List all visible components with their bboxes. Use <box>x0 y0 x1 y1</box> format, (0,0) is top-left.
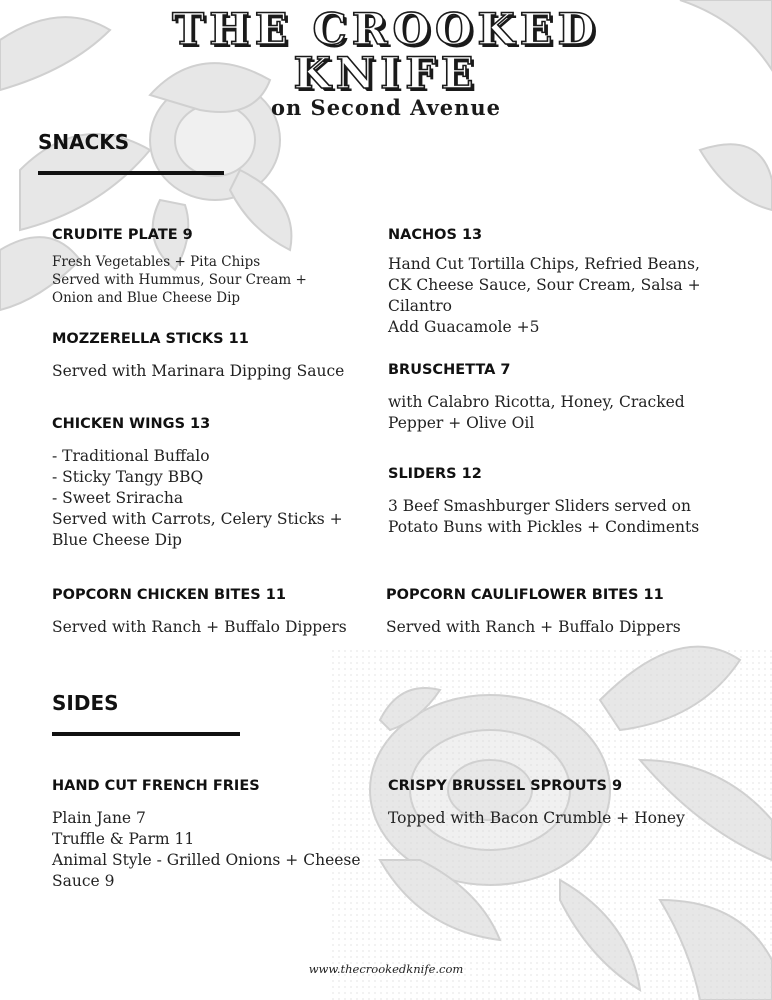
brussel-sprouts-description: Topped with Bacon Crumble + Honey <box>388 809 685 827</box>
restaurant-name-line2: KNIFE <box>293 49 479 99</box>
bruschetta-description: with Calabro Ricotta, Honey, Cracked Pepper + Olive Oil <box>388 393 685 432</box>
popcorn-cauliflower-bites-description: Served with Ranch + Buffalo Dippers <box>386 618 681 636</box>
bruschetta-title: BRUSCHETTA 7 <box>388 362 511 378</box>
sides-section-title: SIDES <box>52 691 119 715</box>
location-subtitle: on Second Avenue <box>270 95 502 120</box>
chicken-wings-description: - Traditional Buffalo - Sticky Tangy BBQ - Sweet Sriracha Served with Carrots, Celery Sticks + Blue Cheese Dip <box>52 447 343 549</box>
sides-divider <box>52 732 240 736</box>
french-fries-description: Plain Jane 7 Truffle & Parm 11 Animal Style - Grilled Onions + Cheese Sauce 9 <box>52 809 361 890</box>
crudite-plate-description: Fresh Vegetables + Pita Chips Served with Hummus, Sour Cream + Onion and Blue Cheese Dip <box>52 254 307 306</box>
snacks-section-title: SNACKS <box>38 130 130 154</box>
french-fries-title: HAND CUT FRENCH FRIES <box>52 778 260 794</box>
sliders-title: SLIDERS 12 <box>388 466 482 482</box>
mozzarella-sticks-description: Served with Marinara Dipping Sauce <box>52 362 345 380</box>
popcorn-chicken-bites-description: Served with Ranch + Buffalo Dippers <box>52 618 347 636</box>
nachos-description: Hand Cut Tortilla Chips, Refried Beans, CK Cheese Sauce, Sour Cream, Salsa + Cilantro Add Guacamole +5 <box>388 255 701 336</box>
nachos-title: NACHOS 13 <box>388 227 483 243</box>
mozzarella-sticks-title: MOZZERELLA STICKS 11 <box>52 331 249 347</box>
popcorn-chicken-bites-title: POPCORN CHICKEN BITES 11 <box>52 587 286 603</box>
website-link[interactable]: www.thecrookedknife.com <box>308 962 464 976</box>
chicken-wings-title: CHICKEN WINGS 13 <box>52 416 211 432</box>
snacks-divider <box>38 171 224 175</box>
popcorn-cauliflower-bites-title: POPCORN CAULIFLOWER BITES 11 <box>386 587 664 603</box>
crudite-plate-title: CRUDITE PLATE 9 <box>52 227 193 243</box>
sliders-description: 3 Beef Smashburger Sliders served on Potato Buns with Pickles + Condiments <box>388 497 700 536</box>
brussel-sprouts-title: CRISPY BRUSSEL SPROUTS 9 <box>388 778 623 794</box>
restaurant-name-line1: THE CROOKED <box>172 5 600 55</box>
